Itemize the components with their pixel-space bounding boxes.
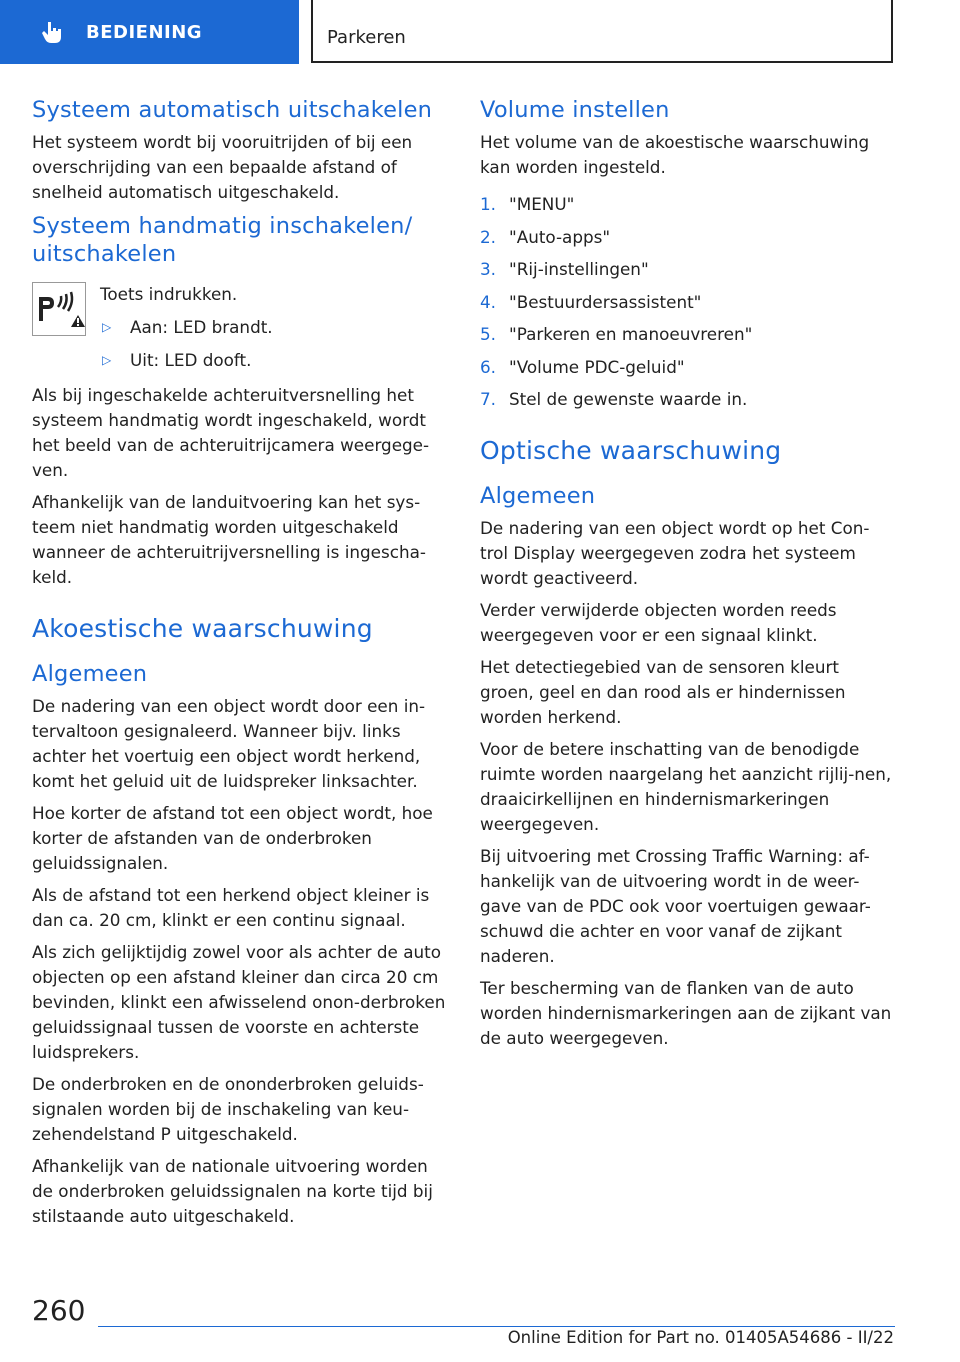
- step-text: Stel de gewenste waarde in.: [509, 389, 748, 409]
- list-item: [480, 387, 896, 412]
- heading-general-acoustic: Algemeen: [32, 661, 148, 687]
- chapter-tab-label: Parkeren: [327, 27, 406, 48]
- heading-acoustic: Akoestische waarschuwing: [32, 614, 373, 643]
- paragraph-space: Voor de betere inschatting van de benodigde ruimte worden naargelang het aanzicht rijlij-nen, draaicirkellijnen en hindernismarkeringen weergegeven.: [480, 739, 892, 834]
- page-header: [0, 0, 960, 66]
- left-column: [32, 96, 448, 1236]
- page-number: 260: [32, 1294, 86, 1327]
- list-item: [480, 192, 896, 217]
- paragraph-flanks: Ter bescherming van de flanken van de auto worden hindernismarkeringen aan de zijkant van de auto weergegeven.: [480, 978, 892, 1048]
- step-text: "Bestuurdersassistent": [509, 291, 702, 312]
- footer-divider: [98, 1326, 895, 1327]
- step-number: 3.: [480, 259, 497, 279]
- step-text: "Auto-apps": [509, 226, 611, 247]
- paragraph-front-back: Als zich gelijktijdig zowel voor als achter de auto objecten op een afstand kleiner dan circa 20 cm bevinden, klinkt een afwisselend onon-derbroken geluidssignaal tussen de voorste en achterste luidsprekers.: [32, 942, 446, 1062]
- edition-text: Online Edition for Part no. 01405A54686 - II/22: [507, 1328, 894, 1347]
- step-number: 4.: [480, 291, 497, 312]
- heading-manual: Systeem handmatig inschakelen/ uitschakelen: [32, 213, 413, 267]
- chapter-tab-parkeren: [311, 0, 893, 63]
- list-item: [480, 290, 896, 315]
- paragraph-display: De nadering van een object wordt op het Con-trol Display weergegeven zodra het systeem wordt geactiveerd.: [480, 518, 870, 588]
- section-tab-bediening: [0, 0, 299, 64]
- paragraph-country: Afhankelijk van de landuitvoering kan het sys-teem niet handmatig worden uitgeschakeld wanneer de achteruitrijversnelling is ingescha-keld.: [32, 492, 426, 587]
- bullet-off-text: Uit: LED dooft.: [130, 350, 252, 370]
- hand-pointer-icon: [40, 19, 66, 45]
- volume-steps-list: [480, 192, 896, 412]
- step-number: 1.: [480, 194, 497, 214]
- bullet-on-text: Aan: LED brandt.: [130, 317, 273, 337]
- step-text: "Volume PDC-geluid": [509, 356, 685, 377]
- paragraph-crossing: Bij uitvoering met Crossing Traffic Warning: af-hankelijk van de uitvoering wordt in de weer-gave van de PDC ook voor voertuigen gewaar-schuwd die achter en voor vanaf de zijkant naderen.: [480, 846, 871, 966]
- paragraph-further: Verder verwijderde objecten worden reeds weergegeven voor er een signaal klinkt.: [480, 600, 837, 645]
- right-column: [480, 96, 896, 1058]
- triangle-bullet-icon: ▷: [102, 320, 112, 334]
- list-item: [480, 257, 896, 282]
- paragraph-press-button: Toets indrukken.: [100, 284, 238, 304]
- paragraph-20cm: Als de afstand tot een herkend object kleiner is dan ca. 20 cm, klinkt er een continu signaal.: [32, 885, 430, 930]
- park-distance-control-icon: [32, 282, 86, 336]
- paragraph-shorter: Hoe korter de afstand tot een object wordt, hoe korter de afstanden van de onderbroken geluidssignalen.: [32, 803, 433, 873]
- section-tab-label: BEDIENING: [86, 21, 203, 43]
- list-item: [480, 355, 896, 380]
- triangle-bullet-icon: ▷: [102, 353, 112, 367]
- paragraph-colors: Het detectiegebied van de sensoren kleurt groen, geel en dan rood als er hindernissen worden herkend.: [480, 657, 846, 727]
- step-text: "Parkeren en manoeuvreren": [509, 324, 753, 344]
- heading-optical: Optische waarschuwing: [480, 436, 782, 465]
- step-number: 7.: [480, 389, 497, 409]
- list-item: [480, 322, 896, 347]
- pdc-instruction: [32, 282, 448, 373]
- heading-auto-off: Systeem automatisch uitschakelen: [32, 97, 433, 123]
- step-number: 6.: [480, 356, 497, 377]
- step-text: "MENU": [509, 194, 575, 214]
- paragraph-park: De onderbroken en de ononderbroken geluids-signalen worden bij de inschakeling van keu-zehendelstand P uitgeschakeld.: [32, 1074, 424, 1144]
- step-number: 2.: [480, 226, 497, 247]
- list-item: [480, 225, 896, 250]
- paragraph-volume: Het volume van de akoestische waarschuwing kan worden ingesteld.: [480, 132, 870, 177]
- paragraph-national: Afhankelijk van de nationale uitvoering worden de onderbroken geluidssignalen na korte tijd bij stilstaande auto uitgeschakeld.: [32, 1156, 433, 1226]
- step-number: 5.: [480, 324, 497, 344]
- step-text: "Rij-instellingen": [509, 259, 649, 279]
- bullet-off: [100, 348, 448, 373]
- paragraph-reverse: Als bij ingeschakelde achteruitversnelling het systeem handmatig wordt ingeschakeld, wordt het beeld van de achteruitrijcamera weergege-ven.: [32, 385, 430, 480]
- paragraph-approach: De nadering van een object wordt door een in-tervaltoon gesignaleerd. Wanneer bijv. links achter het voertuig een object wordt herkend, komt het geluid uit de luidspreker linksachter.: [32, 696, 426, 791]
- heading-general-optical: Algemeen: [480, 483, 596, 509]
- bullet-on: [100, 315, 448, 340]
- paragraph-auto-off: Het systeem wordt bij vooruitrijden of bij een overschrijding van een bepaalde afstand of snelheid automatisch uitgeschakeld.: [32, 132, 413, 202]
- heading-volume: Volume instellen: [480, 97, 670, 123]
